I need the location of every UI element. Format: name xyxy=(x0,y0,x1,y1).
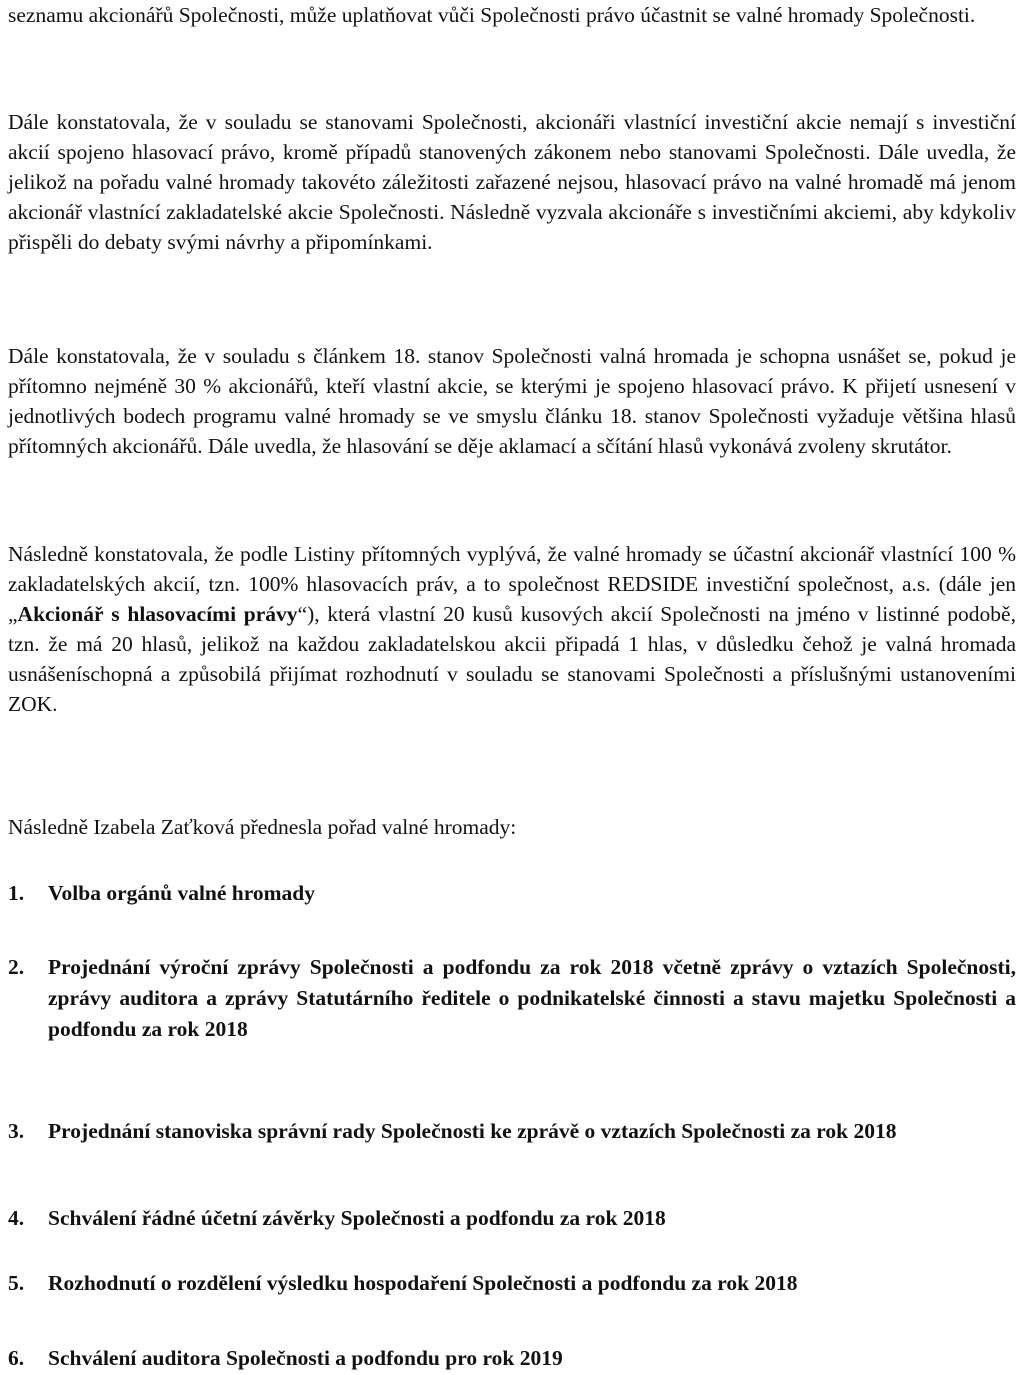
paragraph-agenda-intro: Následně Izabela Zaťková přednesla pořad valné hromady: xyxy=(8,815,517,839)
agenda-item-2 xyxy=(8,952,1016,1045)
agenda-number: 1. xyxy=(8,881,25,905)
agenda-item-3 xyxy=(8,1116,1016,1147)
agenda-text: Schválení auditora Společnosti a podfondu pro rok 2019 xyxy=(48,1346,563,1370)
agenda-number: 6. xyxy=(8,1346,25,1370)
attendance-text-before: Následně konstatovala, že podle Listiny přítomných vyplývá, že valné hromady se účastní akcionář vlastnící 100 % zakladatelských akcií, tzn. 100% hlasovacích práv, a to společnost REDSIDE investiční společnost, a.s. (dále jen „ xyxy=(8,542,1016,626)
agenda-text: Projednání výroční zprávy Společnosti a podfondu za rok 2018 včetně zprávy o vztazích Společnosti, zprávy auditora a zprávy Statutárního ředitele o podnikatelské činnosti a stavu majetku Společnosti a podfondu za rok 2018 xyxy=(48,955,1016,1041)
agenda-number: 3. xyxy=(8,1119,25,1143)
agenda-text: Volba orgánů valné hromady xyxy=(48,881,316,905)
agenda-number: 4. xyxy=(8,1206,25,1230)
attendance-text-after: “), která vlastní 20 kusů kusových akcií Společnosti na jméno v listinné podobě, tzn. že má 20 hlasů, jelikož na každou zakladatelskou akcii připadá 1 hlas, v důsledku čehož je valná hromada usnášeníschopná a způsobilá přijímat rozhodnutí v souladu se stanovami Společnosti a příslušnými ustanoveními ZOK. xyxy=(8,602,1016,716)
agenda-text: Schválení řádné účetní závěrky Společnosti a podfondu za rok 2018 xyxy=(48,1206,666,1230)
paragraph-quorum: Dále konstatovala, že v souladu s článkem 18. stanov Společnosti valná hromada je schopna usnášet se, pokud je přítomno nejméně 30 % akcionářů, kteří vlastní akcie, se kterými je spojeno hlasovací právo. K přijetí usnesení v jednotlivých bodech programu valné hromady se ve smyslu článku 18. stanov Společnosti vyžaduje většina hlasů přítomných akcionářů. Dále uvedla, že hlasování se děje aklamací a sčítání hlasů vykonává zvoleny skrutátor. xyxy=(8,344,1016,458)
agenda-item-4 xyxy=(8,1203,1016,1234)
agenda-number: 5. xyxy=(8,1271,25,1295)
agenda-text: Projednání stanoviska správní rady Společnosti ke zprávě o vztazích Společnosti za rok 2018 xyxy=(48,1119,897,1143)
agenda-text: Rozhodnutí o rozdělení výsledku hospodaření Společnosti a podfondu za rok 2018 xyxy=(48,1271,798,1295)
paragraph-investment-shares: Dále konstatovala, že v souladu se stanovami Společnosti, akcionáři vlastnící investiční akcie nemají s investiční akcií spojeno hlasovací právo, kromě případů stanovených zákonem nebo stanovami Společnosti. Dále uvedla, že jelikož na pořadu valné hromady takovéto záležitosti zařazené nejsou, hlasovací právo na valné hromadě má jenom akcionář vlastnící zakladatelské akcie Společnosti. Následně vyzvala akcionáře s investičními akciemi, aby kdykoliv přispěli do debaty svými návrhy a připomínkami. xyxy=(8,110,1016,254)
agenda-item-5 xyxy=(8,1268,1016,1299)
paragraph-shareholder-register: seznamu akcionářů Společnosti, může uplatňovat vůči Společnosti právo účastnit se valné hromady Společnosti. xyxy=(8,3,976,27)
agenda-item-6 xyxy=(8,1343,1016,1374)
agenda-number: 2. xyxy=(8,955,25,979)
agenda-item-1 xyxy=(8,878,1016,909)
attendance-defined-term: Akcionář s hlasovacími právy xyxy=(17,602,298,626)
paragraph-attendance xyxy=(8,539,1016,719)
